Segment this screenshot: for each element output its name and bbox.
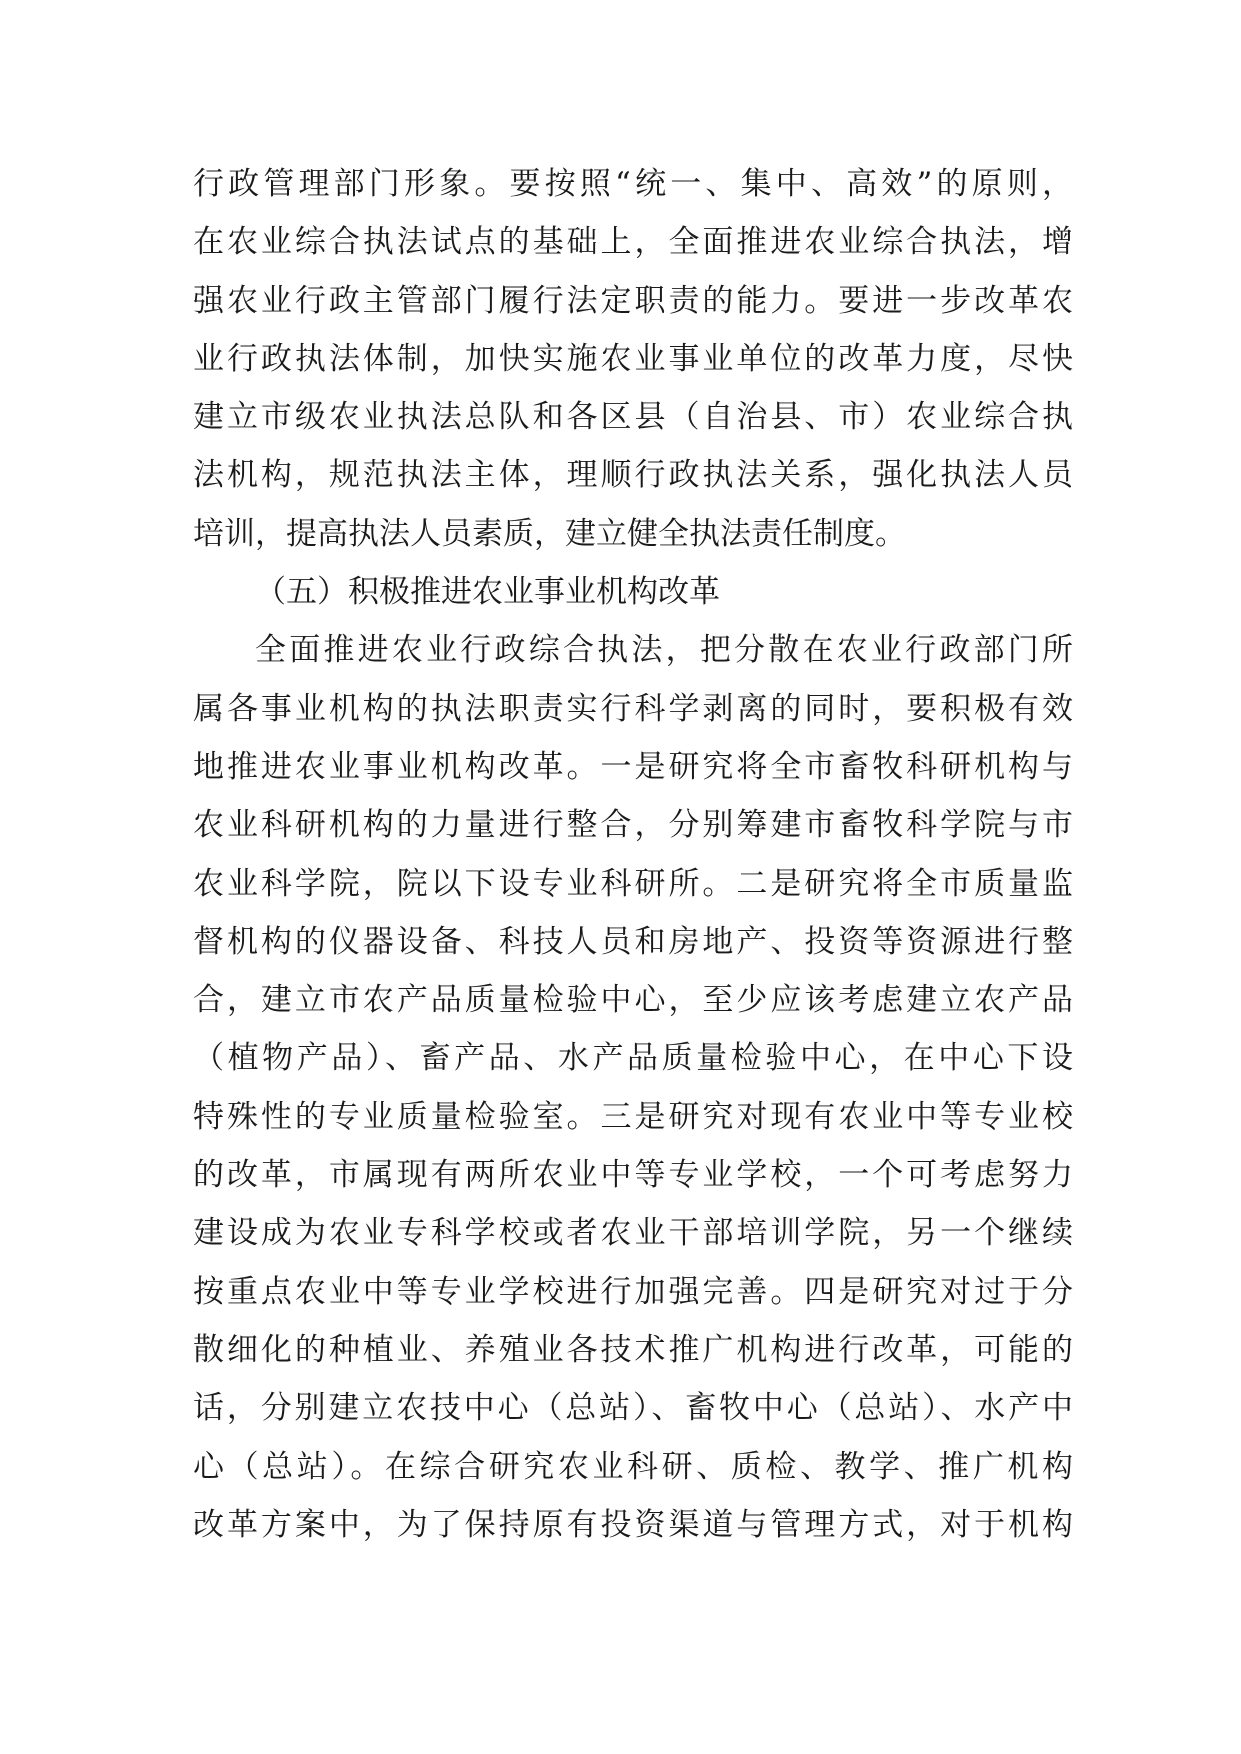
paragraph-line: 在农业综合执法试点的基础上，全面推进农业综合执法，增: [193, 224, 1073, 261]
paragraph-line: 行政管理部门形象。要按照“统一、集中、高效”的原则，: [193, 166, 1073, 202]
paragraph-line: 散细化的种植业、养殖业各技术推广机构进行改革，可能的: [193, 1331, 1073, 1368]
paragraph-line: 的改革，市属现有两所农业中等专业学校，一个可考虑努力: [193, 1157, 1073, 1194]
paragraph-line: 全面推进农业行政综合执法，把分散在农业行政部门所: [255, 632, 1073, 669]
paragraph-line: 法机构，规范执法主体，理顺行政执法关系，强化执法人员: [193, 457, 1073, 494]
paragraph-line: 话，分别建立农技中心（总站）、畜牧中心（总站）、水产中: [193, 1390, 1073, 1427]
paragraph-line: 按重点农业中等专业学校进行加强完善。四是研究对过于分: [193, 1273, 1073, 1310]
paragraph-line: 业行政执法体制，加快实施农业事业单位的改革力度，尽快: [193, 340, 1073, 377]
paragraph-line: 合，建立市农产品质量检验中心，至少应该考虑建立农产品: [193, 982, 1073, 1019]
paragraph-line: 农业科学院，院以下设专业科研所。二是研究将全市质量监: [193, 865, 1073, 902]
paragraph-line: 督机构的仪器设备、科技人员和房地产、投资等资源进行整: [193, 923, 1073, 960]
paragraph-line: （植物产品）、畜产品、水产品质量检验中心，在中心下设: [193, 1040, 1073, 1077]
paragraph-line: 强农业行政主管部门履行法定职责的能力。要进一步改革农: [193, 282, 1073, 319]
paragraph-line: 心（总站）。在综合研究农业科研、质检、教学、推广机构: [193, 1448, 1073, 1485]
paragraph-line: 建立市级农业执法总队和各区县（自治县、市）农业综合执: [193, 399, 1073, 436]
paragraph-line: 建设成为农业专科学校或者农业干部培训学院，另一个继续: [193, 1215, 1073, 1252]
paragraph-line: 地推进农业事业机构改革。一是研究将全市畜牧科研机构与: [193, 748, 1073, 785]
paragraph-line: 农业科研机构的力量进行整合，分别筹建市畜牧科学院与市: [193, 807, 1073, 844]
document-body: [193, 155, 1073, 1554]
paragraph-line: 特殊性的专业质量检验室。三是研究对现有农业中等专业校: [193, 1098, 1073, 1135]
section-heading: （五）积极推进农业事业机构改革: [255, 574, 720, 611]
paragraph-line: 属各事业机构的执法职责实行科学剥离的同时，要积极有效: [193, 690, 1073, 727]
paragraph-line: 改革方案中，为了保持原有投资渠道与管理方式，对于机构: [193, 1506, 1073, 1543]
paragraph-line: 培训，提高执法人员素质，建立健全执法责任制度。: [193, 515, 906, 552]
